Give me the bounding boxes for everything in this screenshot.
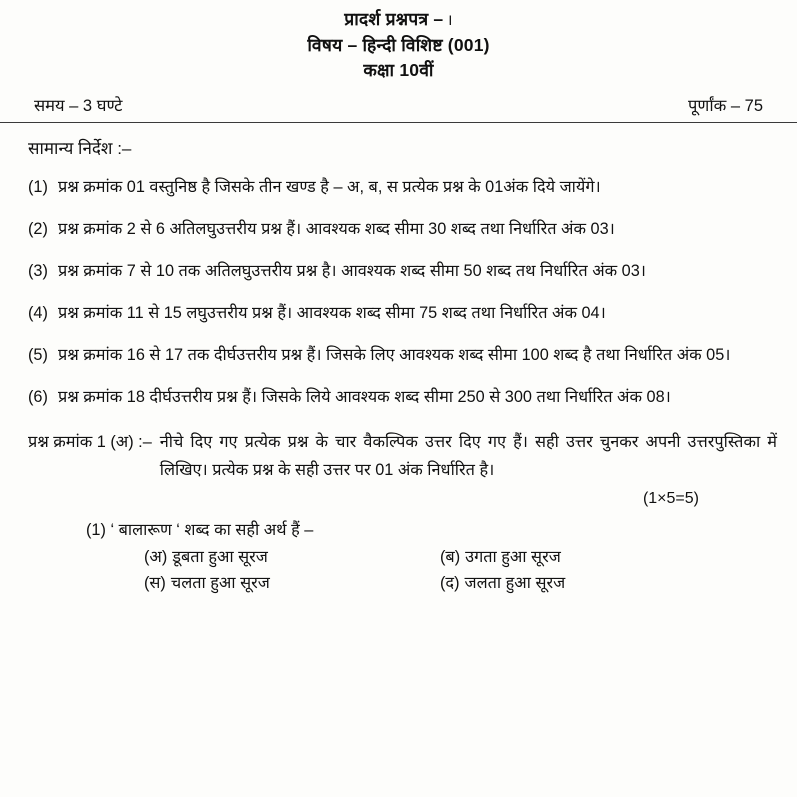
paper-class-line: कक्षा 10वीं	[363, 60, 434, 80]
instruction-text: प्रश्न क्रमांक 11 से 15 लघुउत्तरीय प्रश्न हैं। आवश्यक शब्द सीमा 75 शब्द तथा निर्धारित अंक 04।	[58, 304, 606, 322]
question-1-block	[28, 428, 777, 484]
mcq-item	[28, 517, 777, 596]
instruction-text: प्रश्न क्रमांक 01 वस्तुनिष्ठ है जिसके तीन खण्ड है – अ, ब, स प्रत्येक प्रश्न के 01अंक दिये जायेंगे।	[58, 178, 601, 196]
mcq-option-d-text: जलता हुआ सूरज	[464, 574, 566, 592]
mcq-option-row	[144, 570, 777, 596]
instruction-text: प्रश्न क्रमांक 16 से 17 तक दीर्घउत्तरीय प्रश्न हैं। जिसके लिए आवश्यक शब्द सीमा 100 शब्द है तथा निर्धारित अंक 05।	[58, 346, 731, 364]
instruction-number: (5)	[28, 346, 48, 364]
total-marks-label: पूर्णांक – 75	[688, 97, 763, 115]
mcq-option-row	[144, 544, 777, 570]
paper-body	[0, 138, 797, 596]
instruction-number: (3)	[28, 262, 48, 280]
instruction-item	[28, 299, 777, 328]
instruction-number: (4)	[28, 304, 48, 322]
mcq-option-d[interactable]	[440, 570, 565, 596]
paper-title-main: प्रादर्श प्रश्नपत्र –	[344, 9, 449, 29]
mcq-option-d-tag: (द)	[440, 574, 460, 592]
instruction-number: (2)	[28, 220, 48, 238]
mcq-option-b-text: उगता हुआ सूरज	[465, 548, 561, 566]
paper-header	[0, 0, 797, 83]
instruction-number: (6)	[28, 388, 48, 406]
instruction-item	[28, 173, 777, 202]
general-instructions-heading: सामान्य निर्देश :–	[28, 139, 132, 158]
paper-title-roman-numeral: I	[448, 12, 453, 28]
instruction-text: प्रश्न क्रमांक 18 दीर्घउत्तरीय प्रश्न हैं। जिसके लिये आवश्यक शब्द सीमा 250 से 300 तथा निर्धारित अंक 08।	[58, 388, 671, 406]
instruction-text: प्रश्न क्रमांक 2 से 6 अतिलघुउत्तरीय प्रश्न हैं। आवश्यक शब्द सीमा 30 शब्द तथा निर्धारित अंक 03।	[58, 220, 615, 238]
paper-subject-line: विषय – हिन्दी विशिष्ट (001)	[307, 35, 490, 55]
paper-meta-row	[0, 83, 797, 116]
mcq-stem-row	[86, 517, 777, 543]
mcq-stem-text: ‘ बालारूण ‘ शब्द का सही अर्थ हैं –	[110, 521, 314, 539]
question-1-label: प्रश्न क्रमांक 1 (अ) :–	[28, 433, 152, 451]
question-1-marks: (1×5=5)	[642, 490, 699, 507]
mcq-number: (1)	[86, 521, 106, 539]
mcq-option-c-text: चलता हुआ सूरज	[170, 574, 270, 592]
instruction-item	[28, 341, 777, 370]
question-1-instructions: नीचे दिए गए प्रत्येक प्रश्न के चार वैकल्पिक उत्तर दिए गए हैं। सही उत्तर चुनकर अपनी उत्तरपुस्तिका में लिखिए। प्रत्येक प्रश्न के सही उत्तर पर 01 अंक निर्धारित है।	[159, 433, 777, 479]
mcq-options-grid	[86, 544, 777, 596]
mcq-option-c[interactable]	[144, 570, 440, 596]
mcq-option-a-tag: (अ)	[144, 548, 168, 566]
instruction-item	[28, 215, 777, 244]
instruction-item	[28, 383, 777, 412]
mcq-option-a-text: डूबता हुआ सूरज	[172, 548, 268, 566]
header-divider	[0, 122, 797, 123]
instruction-text: प्रश्न क्रमांक 7 से 10 तक अतिलघुउत्तरीय प्रश्न है। आवश्यक शब्द सीमा 50 शब्द तथ निर्धारित अंक 03।	[58, 262, 646, 280]
instruction-number: (1)	[28, 178, 48, 196]
time-allowed-label: समय – 3 घण्टे	[34, 97, 123, 115]
mcq-option-b-tag: (ब)	[440, 548, 461, 566]
mcq-option-a[interactable]	[144, 544, 440, 570]
instruction-item	[28, 257, 777, 286]
paper-title-line-1	[0, 7, 797, 33]
mcq-option-b[interactable]	[440, 544, 561, 570]
mcq-option-c-tag: (स)	[144, 574, 166, 592]
